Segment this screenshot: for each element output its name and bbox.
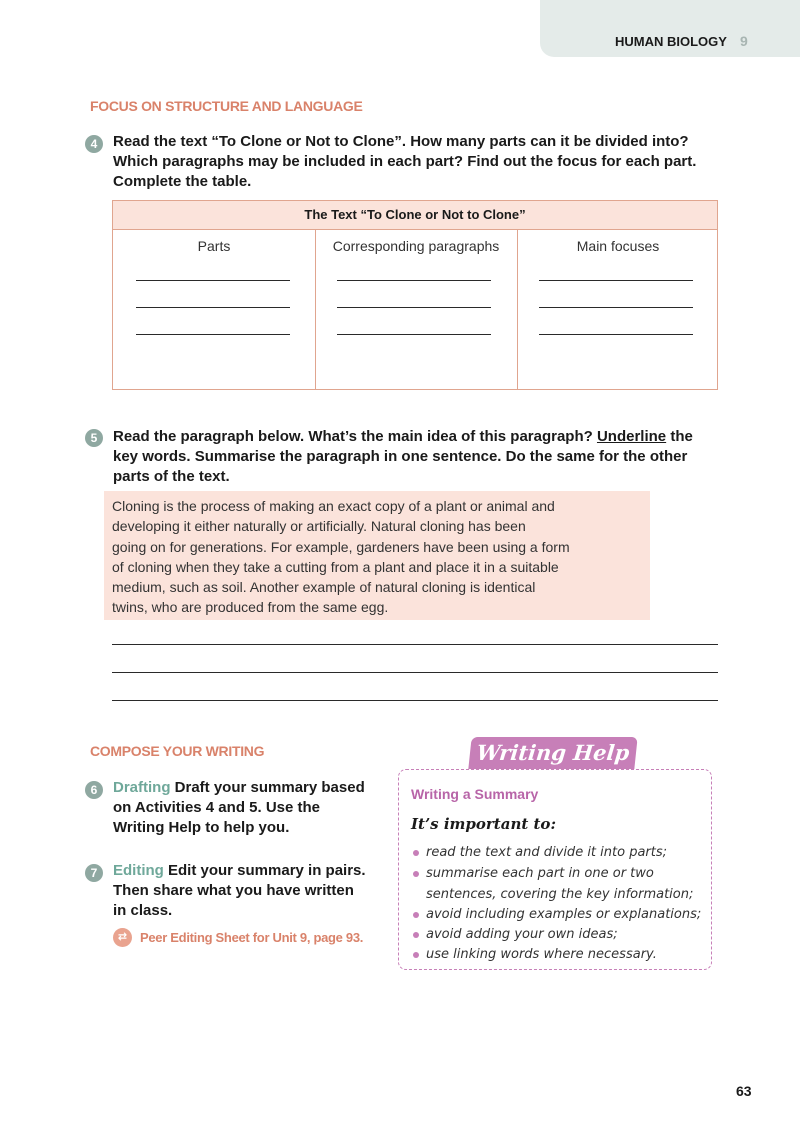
activity-5-badge: 5 [85, 429, 103, 447]
paragraph-line: developing it either naturally or artificially. Natural cloning has been [112, 518, 526, 535]
answer-blank[interactable] [337, 280, 491, 281]
help-list-item [413, 864, 713, 905]
activity-7-line: in class. [113, 902, 173, 919]
activity-4-line: Which paragraphs may be included in each part? Find out the focus for each part. [113, 153, 697, 170]
summary-line[interactable] [112, 672, 718, 673]
paragraph-line: going on for generations. For example, gardeners have been using a form [112, 538, 570, 555]
activity-7-text: Edit your summary in pairs. [163, 862, 366, 879]
writing-help-tab: Writing Help [468, 737, 637, 769]
bullet-icon [413, 912, 419, 918]
activity-7-badge: 7 [85, 864, 103, 882]
underline-keyword: Underline [596, 428, 667, 445]
section-heading-compose: COMPOSE YOUR WRITING [90, 743, 265, 759]
writing-help-important: It’s important to: [411, 815, 556, 833]
activity-7-instructions [113, 861, 366, 921]
answer-blank[interactable] [539, 334, 693, 335]
drafting-label: Drafting [113, 779, 171, 796]
writing-help-subtitle: Writing a Summary [411, 786, 539, 802]
table-header-paragraphs: Corresponding paragraphs [332, 238, 500, 254]
activity-4-line: Read the text “To Clone or Not to Clone”. How many parts can it be divided into? [113, 133, 689, 150]
answer-blank[interactable] [337, 334, 491, 335]
activity-6-instructions [113, 778, 365, 838]
help-list-item [413, 945, 713, 966]
unit-number: 9 [740, 33, 748, 49]
bullet-icon [413, 850, 419, 856]
activity-6-line: Writing Help to help you. [113, 819, 290, 836]
answer-blank[interactable] [136, 307, 290, 308]
activity-5-line [113, 427, 693, 447]
help-item-text: summarise each part in one or two [426, 866, 654, 881]
help-list-item [413, 843, 713, 864]
help-item-text: read the text and divide it into parts; [426, 845, 668, 860]
activity-5-line: key words. Summarise the paragraph in one sentence. Do the same for the other [113, 448, 688, 465]
help-item-text: avoid adding your own ideas; [426, 927, 618, 942]
summary-line[interactable] [112, 700, 718, 701]
bullet-icon [413, 932, 419, 938]
paragraph-line: twins, who are produced from the same egg. [112, 599, 389, 616]
table-header-focuses: Main focuses [576, 238, 660, 254]
answer-blank[interactable] [337, 307, 491, 308]
summary-line[interactable] [112, 644, 718, 645]
help-item-text: sentences, covering the key information; [426, 886, 694, 902]
table-title: The Text “To Clone or Not to Clone” [113, 201, 717, 230]
activity-4-line: Complete the table. [113, 173, 252, 190]
unit-title: HUMAN BIOLOGY [615, 34, 727, 49]
cloning-paragraph [112, 496, 632, 618]
answer-blank[interactable] [136, 334, 290, 335]
peer-editing-icon: ⇄ [113, 928, 132, 947]
activity-5-instructions [113, 427, 693, 487]
help-item-text: avoid including examples or explanations; [426, 907, 702, 922]
activity-4-badge: 4 [85, 135, 103, 153]
activity-4-instructions [113, 132, 696, 192]
help-list-item [413, 925, 713, 946]
bullet-icon [413, 871, 419, 877]
structure-table [112, 200, 718, 390]
activity-5-line: parts of the text. [113, 468, 230, 485]
answer-blank[interactable] [136, 280, 290, 281]
help-item-text: use linking words where necessary. [426, 947, 657, 962]
page-number: 63 [736, 1083, 752, 1099]
paragraph-line: of cloning when they take a cutting from a plant and place it in a suitable [112, 558, 559, 575]
paragraph-line: Cloning is the process of making an exact copy of a plant or animal and [112, 498, 555, 514]
bullet-icon [413, 952, 419, 958]
activity-5-text: the [666, 428, 693, 445]
activity-6-badge: 6 [85, 781, 103, 799]
activity-6-text: Draft your summary based [170, 779, 365, 796]
activity-6-line [113, 778, 365, 798]
peer-editing-reference[interactable]: Peer Editing Sheet for Unit 9, page 93. [140, 930, 364, 945]
activity-5-text: Read the paragraph below. What’s the main idea of this paragraph? [113, 428, 597, 445]
answer-blank[interactable] [539, 280, 693, 281]
answer-blank[interactable] [539, 307, 693, 308]
paragraph-line: medium, such as soil. Another example of natural cloning is identical [112, 579, 536, 596]
table-header-parts: Parts [197, 238, 231, 254]
activity-7-line [113, 861, 366, 881]
activity-6-line: on Activities 4 and 5. Use the [113, 799, 321, 816]
editing-label: Editing [113, 862, 164, 879]
help-list-item [413, 905, 713, 926]
activity-7-line: Then share what you have written [113, 882, 354, 899]
section-heading-structure: FOCUS ON STRUCTURE AND LANGUAGE [90, 98, 363, 114]
